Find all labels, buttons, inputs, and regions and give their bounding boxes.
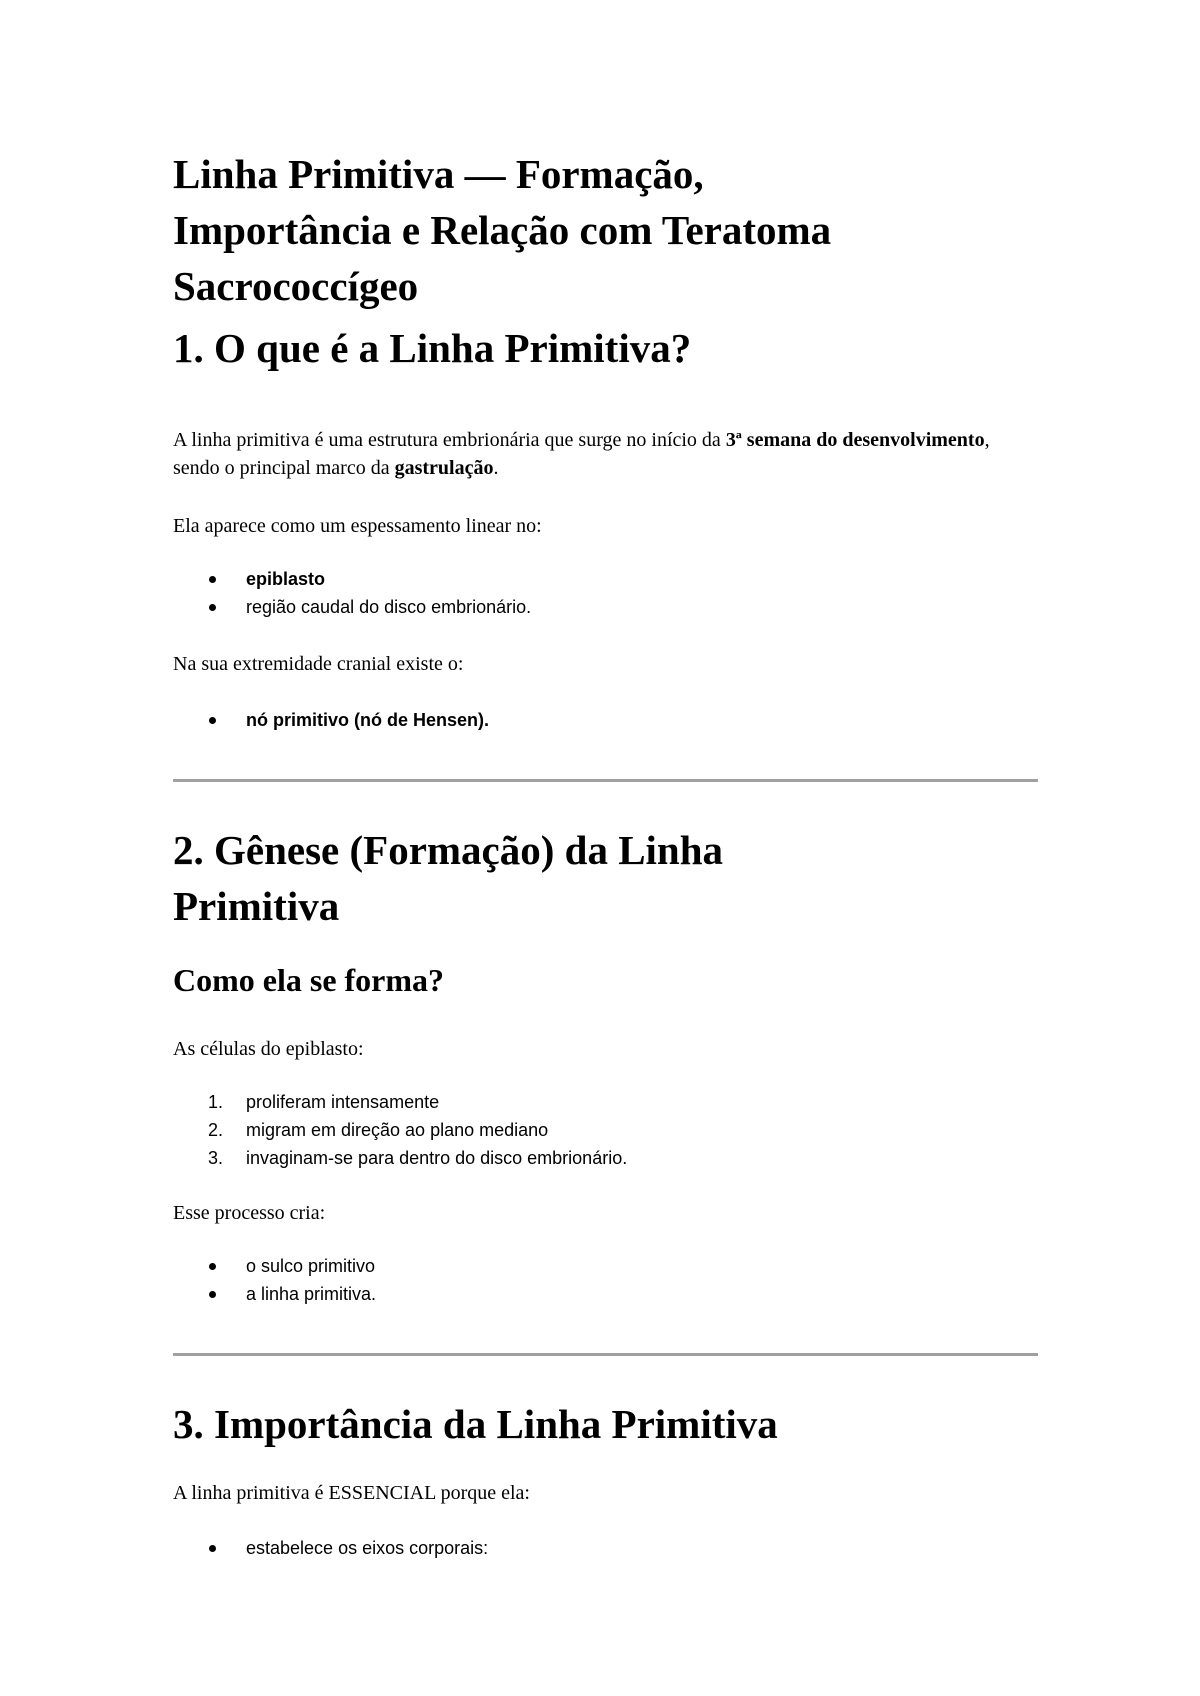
section-1-heading: 1. O que é a Linha Primitiva?	[173, 325, 692, 371]
cranial-paragraph: Na sua extremidade cranial existe o:	[173, 653, 464, 675]
list-item: 1. proliferam intensamente	[208, 1092, 440, 1112]
bullet-icon	[209, 1291, 216, 1298]
list-item: o sulco primitivo	[173, 1252, 376, 1280]
list-item: epiblasto	[173, 565, 531, 593]
list-item: 3. invaginam-se para dentro do disco embrionário.	[208, 1148, 628, 1168]
list-item: 2. migram em direção ao plano mediano	[208, 1120, 549, 1140]
section-1-intro: A linha primitiva é uma estrutura embrionária que surge no início da 3ª semana do desenvolvimento, sendo o principal marco da gastrulação.	[173, 429, 990, 479]
essential-paragraph: A linha primitiva é ESSENCIAL porque ela:	[173, 1482, 530, 1504]
list-item: região caudal do disco embrionário.	[173, 593, 531, 621]
steps-list	[173, 1088, 627, 1172]
cranial-list	[173, 706, 489, 734]
title-line: Linha Primitiva — Formação,	[173, 151, 704, 197]
horizontal-divider	[173, 1353, 1038, 1356]
title-line: Importância e Relação com Teratoma	[173, 207, 832, 253]
section-2-subheading: Como ela se forma?	[173, 962, 445, 998]
list-item: nó primitivo (nó de Hensen).	[173, 706, 489, 734]
document-title	[173, 146, 1038, 314]
list-item: estabelece os eixos corporais:	[173, 1534, 488, 1562]
section-3-heading: 3. Importância da Linha Primitiva	[173, 1401, 778, 1447]
process-paragraph: Esse processo cria:	[173, 1202, 326, 1224]
title-line: Sacrococcígeo	[173, 263, 419, 309]
emphasis-week: 3ª semana do desenvolvimento	[725, 429, 985, 451]
section-2-heading: 2. Gênese (Formação) da Linha Primitiva	[173, 827, 724, 929]
emphasis-gastrulation: gastrulação	[394, 457, 494, 479]
cells-paragraph: As células do epiblasto:	[173, 1038, 364, 1060]
horizontal-divider	[173, 779, 1038, 782]
bullet-icon	[209, 576, 216, 583]
list-item: a linha primitiva.	[173, 1280, 376, 1308]
appears-paragraph: Ela aparece como um espessamento linear no:	[173, 515, 542, 537]
bullet-icon	[209, 1545, 216, 1552]
essential-list	[173, 1534, 488, 1562]
process-list	[173, 1252, 376, 1308]
bullet-icon	[209, 717, 216, 724]
bullet-icon	[209, 604, 216, 611]
bullet-icon	[209, 1263, 216, 1270]
appears-list	[173, 565, 531, 621]
